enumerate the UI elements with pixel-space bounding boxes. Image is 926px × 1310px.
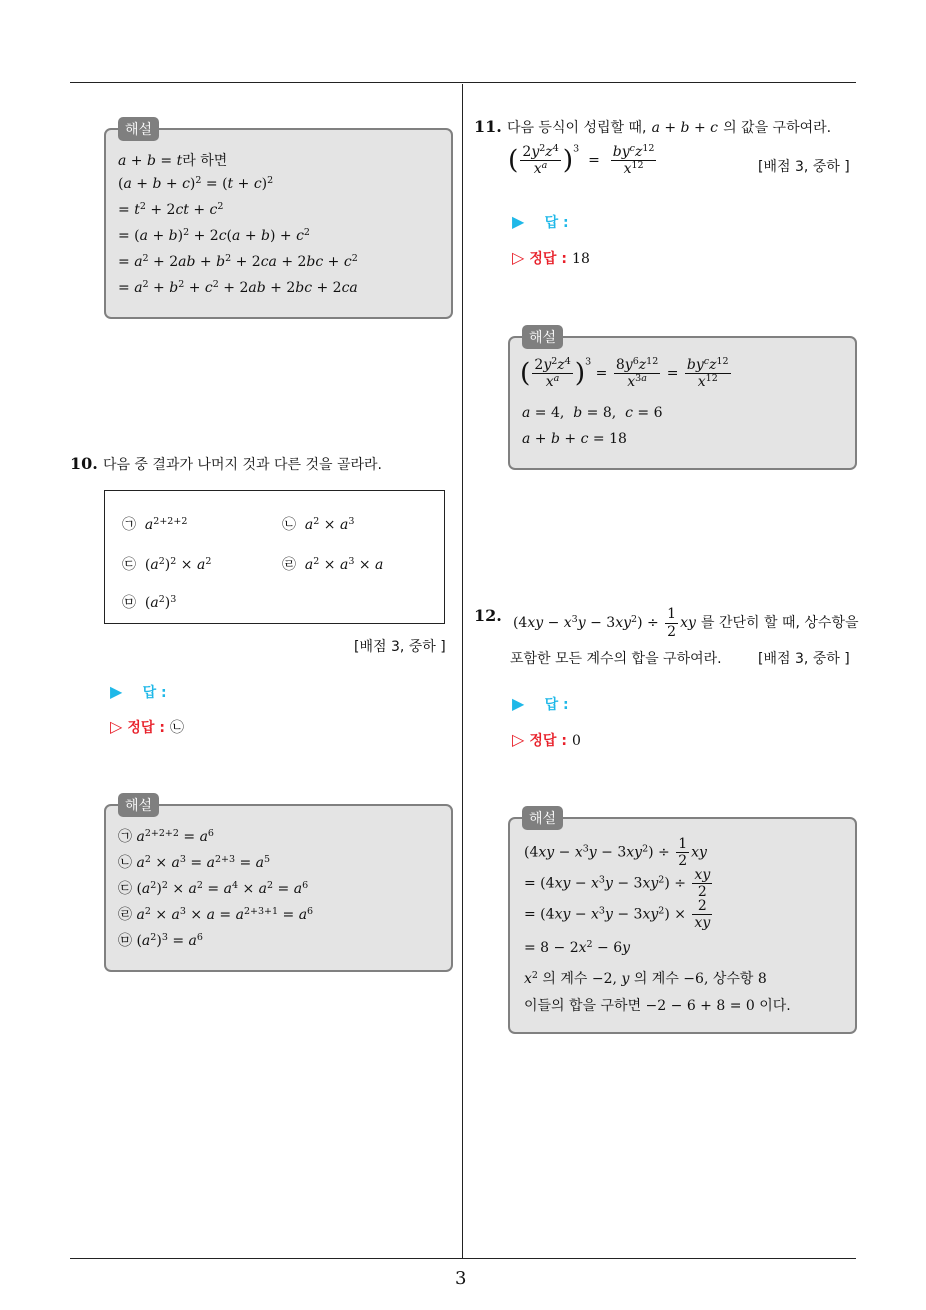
q11-correct-label: 정답 :: [529, 251, 567, 267]
q12-solution-line-5: $x^2$ 의 계수 −2, y 의 계수 −6, 상수항 8: [524, 969, 767, 987]
q12-question-line-1: [474, 606, 859, 640]
q9-solution-tag: 해설: [118, 117, 159, 141]
q10-option-1[interactable]: ㉠ $a^{2+2+2}$: [122, 515, 188, 533]
q10-solution-line-2: ㉡ $a^2 \times a^3 = a^{2+3} = a^5$: [118, 853, 271, 871]
q11-answer-row: [512, 212, 569, 232]
q12-text-after: 를 간단히 할 때, 상수항을: [701, 615, 859, 631]
q9-solution-line-4: = $(a + b)^2 + 2c(a + b) + c^2$: [118, 226, 310, 244]
correct-triangle-icon: ▷: [512, 730, 525, 749]
q10-text: 다음 중 결과가 나머지 것과 다른 것을 골라라.: [102, 457, 382, 473]
q10-question: [70, 454, 382, 474]
q12-text-line2: 포함한 모든 계수의 합을 구하여라.: [510, 651, 722, 667]
q10-meta: [배점 3, 중하 ]: [354, 639, 446, 655]
answer-triangle-icon: ▶: [512, 212, 525, 231]
q11-text-math: a + b + c: [651, 120, 718, 136]
correct-triangle-icon: ▷: [110, 717, 123, 736]
q11-number: 11.: [474, 117, 502, 136]
q10-option-4[interactable]: ㉣ $a^2 \times a^3 \times a$: [282, 555, 384, 573]
q10-answer-label: 답 :: [142, 685, 167, 701]
answer-triangle-icon: ▶: [110, 682, 123, 701]
correct-triangle-icon: ▷: [512, 248, 525, 267]
q10-number: 10.: [70, 454, 98, 473]
q12-correct-row: [512, 730, 581, 750]
q9-solution-line-5: = $a^2 + 2ab + b^2 + 2ca + 2bc + c^2$: [118, 252, 358, 270]
q10-option-3[interactable]: ㉢ $(a^2)^2 \times a^2$: [122, 555, 212, 573]
q10-solution-tag: 해설: [118, 793, 159, 817]
q11-meta: [배점 3, 중하 ]: [758, 159, 850, 175]
q11-solution-line-1: ( $\frac{2y^2z^4}{x^a}$ )$^3$ = $\frac{8y^6z^{12}}{x^{3a}}$ = $\frac{by^cz^{12}}{x^{12}}$: [520, 355, 729, 391]
q10-option-2[interactable]: ㉡ $a^2 \times a^3$: [282, 515, 355, 533]
q9-solution-line-2: $(a + b + c)^2 = (t + c)^2$: [118, 174, 274, 192]
q12-correct-label: 정답 :: [529, 733, 567, 749]
answer-triangle-icon: ▶: [512, 694, 525, 713]
q10-correct-value: ㉡: [170, 720, 185, 736]
q11-solution-line-3: a + b + c = 18: [522, 431, 627, 447]
q10-solution-line-4: ㉣ $a^2 \times a^3 \times a = a^{2+3+1} = a^6$: [118, 905, 314, 923]
q12-solution-line-6: 이들의 합을 구하면 −2 − 6 + 8 = 0 이다.: [524, 998, 791, 1014]
q11-solution-line-2: a = 4, b = 8, c = 6: [522, 405, 663, 421]
q11-correct-row: [512, 248, 590, 268]
q9-solution-line-3: = $t^2 + 2ct + c^2$: [118, 200, 224, 218]
q10-solution-line-3: ㉢ $(a^2)^2 \times a^2 = a^4 \times a^2 = a^6$: [118, 879, 309, 897]
q9-solution-line-1: a + b = t라 하면: [118, 153, 228, 169]
q12-solution-line-1: $(4xy - x^3y - 3xy^2)$ ÷ $\frac{1}{2}$ xy: [524, 836, 707, 870]
q11-correct-value: 18: [572, 251, 590, 267]
q10-correct-row: [110, 717, 184, 737]
q11-text-before: 다음 등식이 성립할 때,: [506, 120, 647, 136]
q10-answer-row: [110, 682, 167, 702]
q9-solution-line-6: = $a^2 + b^2 + c^2 + 2ab + 2bc + 2ca$: [118, 278, 358, 296]
page-number: 3: [455, 1268, 467, 1289]
q11-answer-label: 답 :: [544, 215, 569, 231]
q12-correct-value: 0: [572, 733, 581, 749]
q11-equation: ( $\frac{2y^2z^4}{x^a}$ )$^3$ = $\frac{by^cz^{12}}{x^{12}}$: [508, 142, 655, 178]
column-divider: [462, 84, 463, 1258]
bottom-rule: [70, 1258, 856, 1259]
q10-option-5[interactable]: ㉤ $(a^2)^3$: [122, 593, 177, 611]
q10-correct-label: 정답 :: [127, 720, 165, 736]
q12-number: 12.: [474, 606, 502, 625]
q12-answer-row: [512, 694, 569, 714]
q12-answer-label: 답 :: [544, 697, 569, 713]
q12-solution-line-2: = $(4xy - x^3y - 3xy^2)$ ÷ $\frac{xy}{2}$: [524, 867, 711, 901]
q10-solution-line-5: ㉤ $(a^2)^3 = a^6$: [118, 931, 203, 949]
q12-solution-line-3: = $(4xy - x^3y - 3xy^2)$ × $\frac{2}{xy}$: [524, 898, 711, 932]
q12-text-expr: $(4xy - x^3y - 3xy^2)$ ÷ $\frac{1}{2}$ xy: [512, 606, 696, 640]
q10-solution-line-1: ㉠ $a^{2+2+2} = a^6$: [118, 827, 214, 845]
q11-solution-tag: 해설: [522, 325, 563, 349]
q11-question: [474, 117, 831, 137]
q11-text-after: 의 값을 구하여라.: [723, 120, 832, 136]
q12-solution-line-4: = $8 - 2x^2 - 6y$: [524, 938, 631, 956]
q12-solution-tag: 해설: [522, 806, 563, 830]
top-rule: [70, 82, 856, 83]
q12-meta: [배점 3, 중하 ]: [758, 651, 850, 667]
